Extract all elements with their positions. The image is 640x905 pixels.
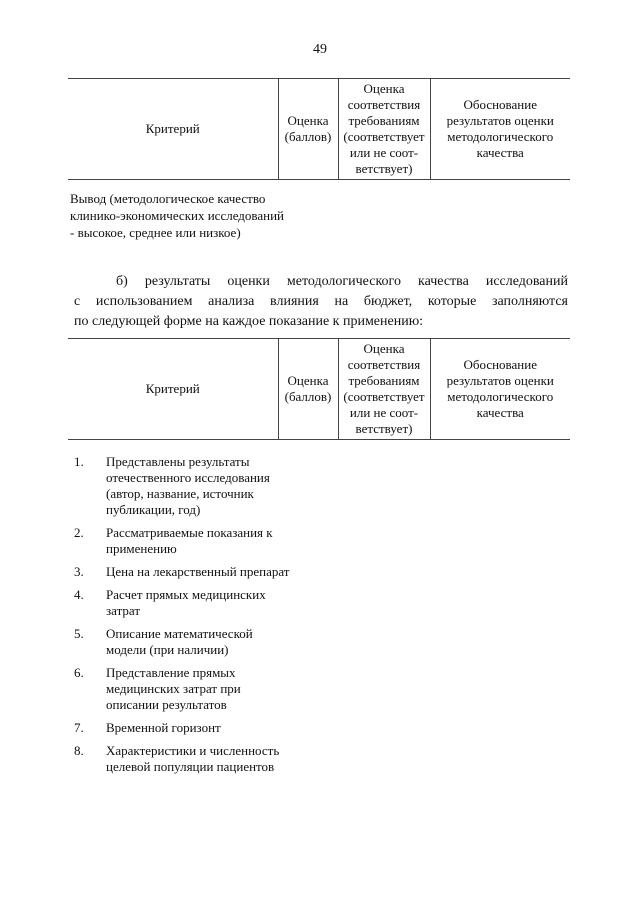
criteria-list xyxy=(74,454,304,782)
page-number: 49 xyxy=(313,42,327,57)
list-item xyxy=(74,564,304,580)
item-number: 3. xyxy=(74,564,84,579)
item-number: 5. xyxy=(74,626,84,641)
paragraph-line-3: по следующей форме на каждое показание к применению: xyxy=(74,314,424,329)
column-header-criterion: Критерий xyxy=(145,121,200,136)
list-item xyxy=(74,454,304,518)
column-header-justification: Обоснование результатов оценки методологического качества xyxy=(430,339,570,440)
evaluation-table-header-1 xyxy=(68,78,570,180)
item-text: Цена на лекарственный препарат xyxy=(106,564,290,579)
item-text: Представление прямых медицинских затрат при описании результатов xyxy=(106,665,241,712)
item-number: 6. xyxy=(74,665,84,680)
item-number: 2. xyxy=(74,525,84,540)
list-item xyxy=(74,743,304,775)
item-text: Описание математической модели (при наличии) xyxy=(106,626,253,657)
column-header-score: Оценка (баллов) xyxy=(278,79,338,180)
item-number: 4. xyxy=(74,587,84,602)
item-text: Расчет прямых медицинских затрат xyxy=(106,587,266,618)
list-item xyxy=(74,665,304,713)
list-item xyxy=(74,525,304,557)
column-header-compliance: Оценка соответствия требованиям (соответствует или не соот-ветствует) xyxy=(338,339,430,440)
item-number: 1. xyxy=(74,454,84,469)
column-header-compliance: Оценка соответствия требованиям (соответствует или не соот-ветствует) xyxy=(338,79,430,180)
item-text: Временной горизонт xyxy=(106,720,221,735)
column-header-justification: Обоснование результатов оценки методологического качества xyxy=(430,79,570,180)
list-item xyxy=(74,587,304,619)
item-text: Рассматриваемые показания к применению xyxy=(106,525,273,556)
item-number: 7. xyxy=(74,720,84,735)
item-text: Представлены результаты отечественного исследования (автор, название, источник публикации, год) xyxy=(106,454,270,517)
paragraph-line-1: б) результаты оценки методологического качества исследований xyxy=(116,274,568,289)
conclusion-label: Вывод (методологическое качество клинико-экономических исследований - высокое, среднее или низкое) xyxy=(70,191,285,240)
column-header-criterion: Критерий xyxy=(145,381,200,396)
item-text: Характеристики и численность целевой популяции пациентов xyxy=(106,743,280,774)
list-item xyxy=(74,720,304,736)
item-number: 8. xyxy=(74,743,84,758)
evaluation-table-header-2 xyxy=(68,338,570,440)
body-paragraph xyxy=(74,272,568,332)
column-header-score: Оценка (баллов) xyxy=(278,339,338,440)
list-item xyxy=(74,626,304,658)
paragraph-line-2: с использованием анализа влияния на бюджет, которые заполняются xyxy=(74,294,568,309)
